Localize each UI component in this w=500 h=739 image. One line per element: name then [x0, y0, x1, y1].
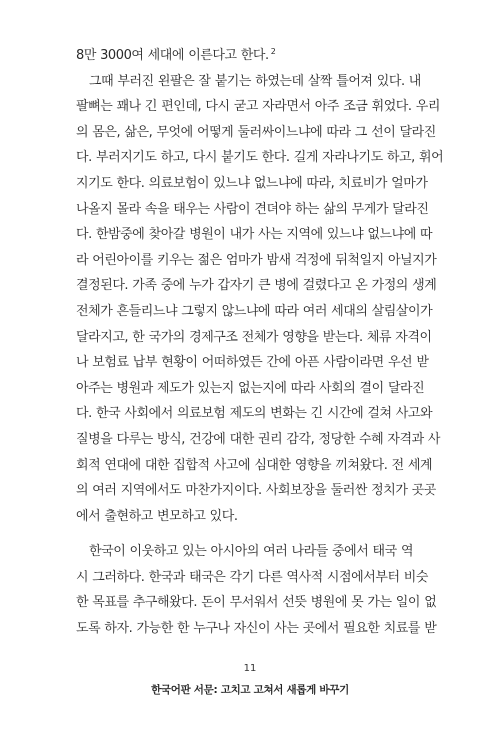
text-line: 시 그러하다. 한국과 태국은 각기 다른 역사적 시점에서부터 비슷 — [76, 569, 428, 585]
text-line: 결정된다. 가족 중에 누가 갑자기 큰 병에 걸렸다고 온 가정의 생계 — [76, 278, 437, 294]
text-line: 지기도 한다. 의료보험이 있느냐 없느냐에 따라, 치료비가 얼마가 — [76, 175, 428, 191]
text-line: 질병을 다루는 방식, 건강에 대한 권리 감각, 정당한 수혜 자격과 사 — [76, 431, 440, 447]
text-line: 아주는 병원과 제도가 있는지 없는지에 따라 사회의 결이 달라진 — [76, 380, 425, 396]
text-line: 한국이 이웃하고 있는 아시아의 여러 나라들 중에서 태국 역 — [89, 544, 414, 560]
text-line: 의 여러 지역에서도 마찬가지이다. 사회보장을 둘러싼 정치가 곳곳 — [76, 483, 436, 499]
page-number: 11 — [243, 663, 257, 674]
text-line: 다. 한국 사회에서 의료보험 제도의 변화는 긴 시간에 걸쳐 사고와 — [76, 406, 433, 422]
footnote-marker[interactable]: 2 — [270, 46, 276, 56]
text-line: 한 목표를 추구해왔다. 돈이 무서워서 선뜻 병원에 못 가는 일이 없 — [76, 595, 437, 611]
body-text — [76, 43, 449, 642]
paragraph-2 — [76, 69, 449, 530]
text-line: 다. 부러지기도 하고, 다시 붙기도 한다. 길게 자라나기도 하고, 휘어 — [76, 150, 444, 166]
text-line: 나올지 몰라 속을 태우는 사람이 견뎌야 하는 삶의 무게가 달라진 — [76, 201, 429, 217]
text-line: 나 보험료 납부 현황이 어떠하였든 간에 아픈 사람이라면 우선 받 — [76, 355, 429, 371]
text-line: 도록 하자. 가능한 한 누구나 자신이 사는 곳에서 필요한 치료를 받 — [76, 621, 437, 637]
text-line: 8만 3000여 세대에 이른다고 한다. $^2$ — [76, 46, 276, 63]
paragraph-3 — [76, 539, 449, 641]
text-line: 다. 한밤중에 찾아갈 병원이 내가 사는 지역에 있느냐 없느냐에 따 — [76, 227, 433, 243]
paragraph-1 — [76, 43, 449, 69]
text-line: 달라지고, 한 국가의 경제구조 전체가 영향을 받는다. 체류 자격이 — [76, 329, 432, 345]
paragraph-spacer — [76, 529, 449, 539]
text-line: 에서 출현하고 변모하고 있다. — [76, 508, 238, 524]
text-line: 전체가 흔들리느냐 그렇지 않느냐에 따라 여러 세대의 살림살이가 — [76, 303, 433, 319]
text-line: 회적 연대에 대한 집합적 사고에 심대한 영향을 끼쳐왔다. 전 세계 — [76, 457, 433, 473]
text-line: 팔뼈는 꽤나 긴 편인데, 다시 굳고 자라면서 아주 조금 휘었다. 우리 — [76, 99, 440, 115]
text-line: 의 몸은, 삶은, 무엇에 어떻게 둘러싸이느냐에 따라 그 선이 달라진 — [76, 124, 436, 140]
running-title: 한국어판 서문: 고치고 고쳐서 새롭게 바꾸기 — [151, 684, 349, 696]
text-line: 그때 부러진 왼팔은 잘 붙기는 하였는데 살짝 틀어져 있다. 내 — [89, 73, 421, 89]
text-line: 라 어린아이를 키우는 젊은 엄마가 밤새 걱정에 뒤척일지 아닐지가 — [76, 252, 437, 268]
